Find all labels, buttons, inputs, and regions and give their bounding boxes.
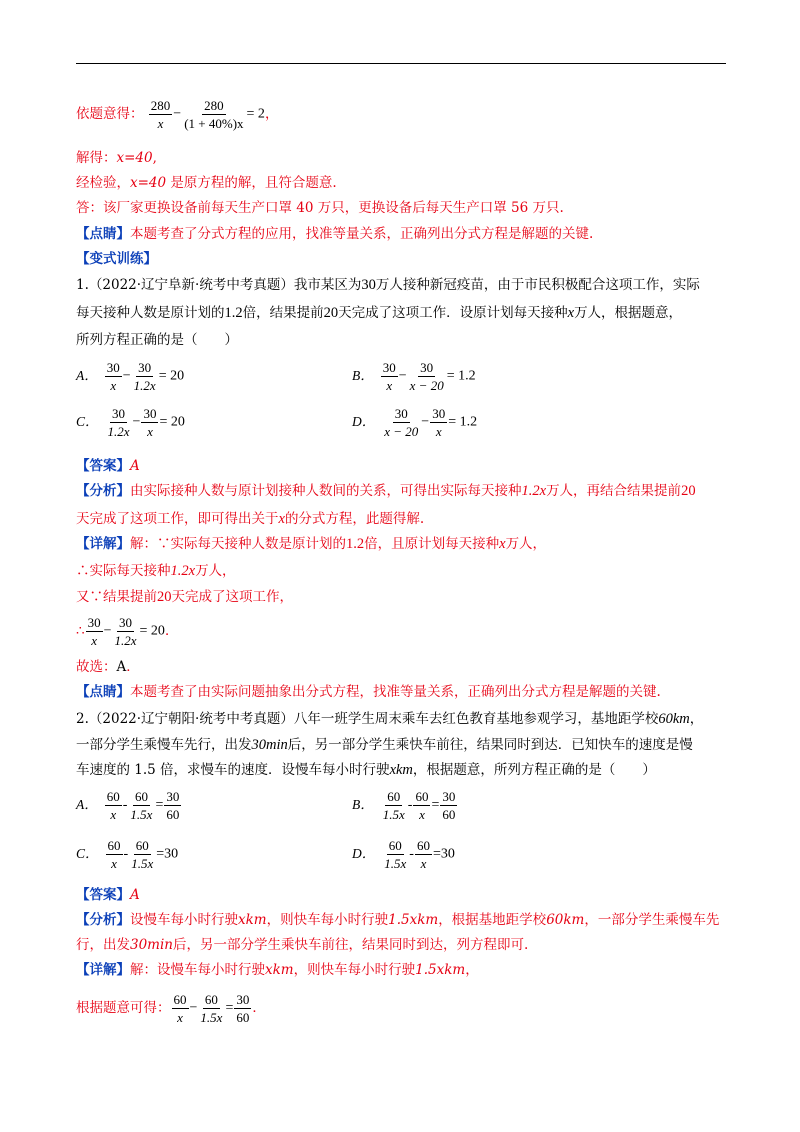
q2-line-3: 车速度的 1.5 倍，求慢车的速度．设慢车每小时行驶xkm，根据题意，所列方程正确的是（ ） — [76, 762, 656, 778]
q2-option-b[interactable]: B． $\frac{60}{1.5x}$ - $\frac{60}{x}$ = $\frac{30}{60}$ — [352, 789, 456, 822]
rhs: = 2 — [246, 106, 265, 122]
q1-analysis-2: 天完成了这项工作，即可得出关于x的分式方程，此题得解. — [76, 511, 425, 527]
q2-option-d[interactable]: D． $\frac{60}{1.5x}$ - $\frac{60}{x}$ =30 — [352, 838, 455, 871]
q1-option-a[interactable]: A． $\frac{30}{x}$ − $\frac{30}{1.2x}$ = 20 — [76, 360, 185, 393]
fraction: $\frac{280}{x}$ — [150, 98, 171, 131]
q2-line-2: 一部分学生乘慢车先行，出发30min后，另一部分学生乘快车前往，结果同时到达．已知快车的速度是慢 — [76, 737, 693, 753]
q1-option-d[interactable]: D． $\frac{30}{x - 20}$ − $\frac{30}{x}$ = 1.2 — [352, 406, 478, 439]
check-line: 经检验，x=40 是原方程的解，且符合题意. — [76, 175, 337, 191]
q2-line-1: 2.（2022·辽宁朝阳·统考中考真题）八年一班学生周末乘车去红色教育基地参观学习，基地距学校60km， — [76, 711, 704, 727]
q1-detail-equation: ∴ $\frac{30}{x}$ − $\frac{30}{1.2x}$ = 20． — [76, 615, 179, 648]
q2-analysis-1: 【分析】设慢车每小时行驶xkm，则快车每小时行驶1.5xkm，根据基地距学校60km，一部分学生乘慢车先 — [76, 912, 720, 928]
header-rule — [76, 63, 726, 64]
q1-line-1: 1.（2022·辽宁阜新·统考中考真题）我市某区为30万人接种新冠疫苗，由于市民积极配合这项工作，实际 — [76, 277, 700, 293]
q1-option-c[interactable]: C． $\frac{30}{1.2x}$ − $\frac{30}{x}$ = 20 — [76, 406, 185, 439]
q1-choose: 故选：A． — [76, 659, 140, 675]
q1-detail-2: ∴实际每天接种1.2x万人， — [76, 563, 236, 579]
q1-option-b[interactable]: B． $\frac{30}{x}$ − $\frac{30}{x - 20}$ = 1.2 — [352, 360, 476, 393]
q2-option-a[interactable]: A． $\frac{60}{x}$ - $\frac{60}{1.5x}$ = $\frac{30}{60}$ — [76, 789, 180, 822]
solve-line: 解得：x=40, — [76, 150, 157, 166]
q2-detail-equation: 根据题意可得： $\frac{60}{x}$ − $\frac{60}{1.5x}$ = $\frac{30}{60}$ ． — [76, 992, 266, 1025]
q1-line-3: 所列方程正确的是（ ） — [76, 332, 238, 348]
q1-line-2: 每天接种人数是原计划的1.2倍，结果提前20天完成了这项工作．设原计划每天接种x万人，根据题意， — [76, 305, 683, 321]
lead-text: 依题意得： — [76, 106, 144, 122]
q1-analysis-1: 【分析】由实际接种人数与原计划接种人数间的关系，可得出实际每天接种1.2x万人，再结合结果提前20 — [76, 483, 696, 499]
equation-line: 依题意得： $\frac{280}{x}$ − $\frac{280}{(1 + 40\%)x}$ = 2， — [76, 98, 279, 131]
q1-detail-3: 又∵结果提前20天完成了这项工作， — [76, 589, 293, 605]
q2-analysis-2: 行，出发30min后，另一部分学生乘快车前往，结果同时到达，列方程即可. — [76, 937, 529, 953]
q1-tip: 【点睛】本题考查了由实际问题抽象出分式方程，找准等量关系，正确列出分式方程是解题的关键. — [76, 684, 661, 700]
answer-line: 答：该厂家更换设备前每天生产口罩 40 万只，更换设备后每天生产口罩 56 万只. — [76, 200, 564, 216]
practice-heading: 【变式训练】 — [76, 251, 157, 267]
tip-line: 【点睛】本题考查了分式方程的应用，找准等量关系，正确列出分式方程是解题的关键. — [76, 226, 594, 242]
fraction: $\frac{280}{(1 + 40\%)x}$ — [184, 98, 244, 131]
q2-answer: 【答案】A — [76, 887, 140, 903]
q1-detail-1: 【详解】解：∵实际每天接种人数是原计划的1.2倍，且原计划每天接种x万人， — [76, 536, 547, 552]
q2-option-c[interactable]: C． $\frac{60}{x}$ - $\frac{60}{1.5x}$ =30 — [76, 838, 179, 871]
q2-detail-1: 【详解】解：设慢车每小时行驶xkm，则快车每小时行驶1.5xkm， — [76, 962, 479, 978]
q1-answer: 【答案】A — [76, 458, 140, 474]
